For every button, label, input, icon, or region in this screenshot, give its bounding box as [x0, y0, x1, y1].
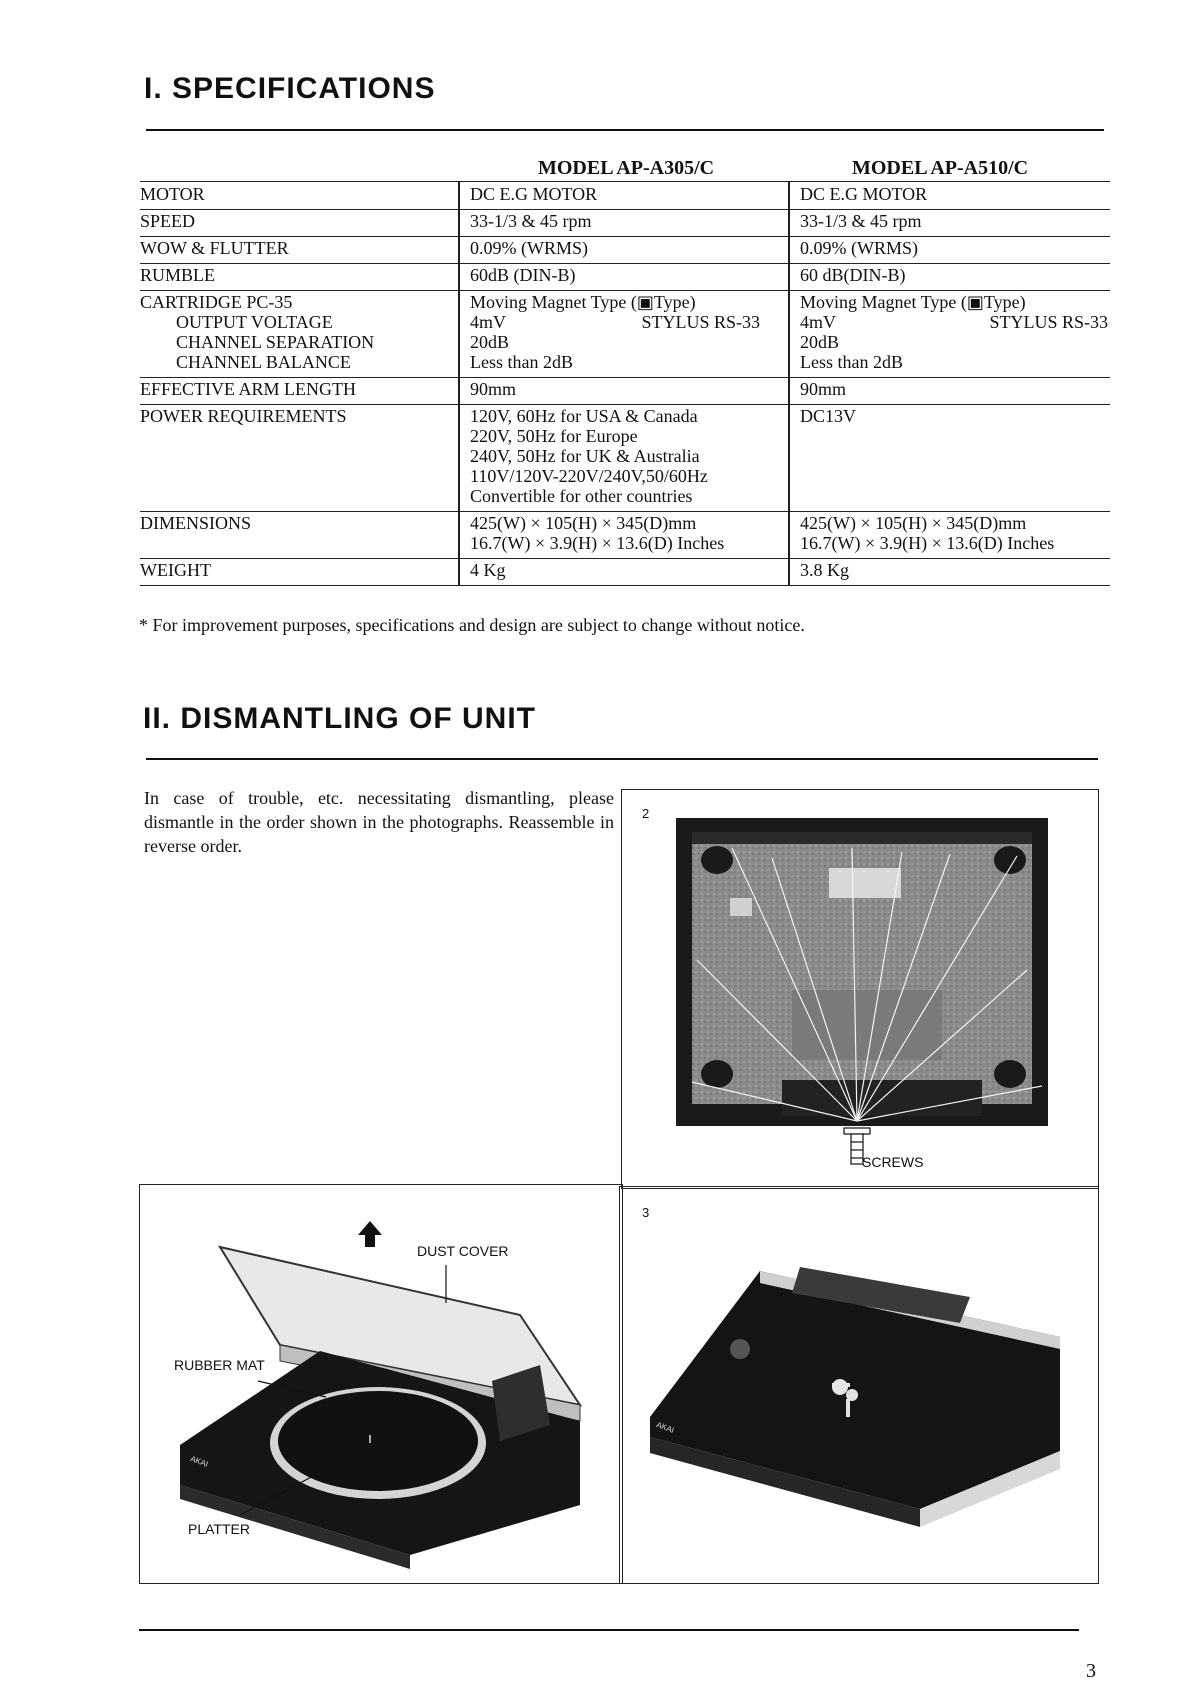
spec-value-a510: 3.8 Kg — [800, 560, 849, 580]
spec-row — [140, 404, 1110, 512]
spec-row — [140, 377, 1110, 405]
platter-label: PLATTER — [188, 1521, 250, 1537]
photo-1-frame — [139, 1184, 623, 1584]
photo-2-frame — [621, 789, 1099, 1189]
spec-label: MOTOR — [140, 184, 205, 204]
brand-logo: AKAI — [189, 1454, 210, 1469]
column-divider — [458, 182, 460, 585]
spec-label: SPEED — [140, 211, 196, 231]
spec-label: WEIGHT — [140, 560, 211, 580]
turntable-bottom-photo — [622, 790, 1098, 1188]
up-arrow-icon — [358, 1221, 382, 1247]
spec-value-a305: DC E.G MOTOR — [470, 184, 598, 204]
spec-value-a305: 33-1/3 & 45 rpm — [470, 211, 592, 231]
spec-row — [140, 236, 1110, 264]
photo-3-frame — [619, 1186, 1099, 1584]
photo-number: 2 — [642, 806, 650, 821]
dust-cover-label: DUST COVER — [417, 1243, 509, 1259]
spec-value-a510: 90mm — [800, 379, 847, 399]
title-rule-2 — [146, 758, 1098, 760]
spec-label: RUMBLE — [140, 265, 216, 285]
spec-row — [140, 290, 1110, 378]
spec-label: DIMENSIONS — [140, 513, 252, 533]
spec-value-a510: 425(W) × 105(H) × 345(D)mm 16.7(W) × 3.9(H) × 13.6(D) Inches — [800, 513, 1055, 553]
column-header-model-a510: MODEL AP-A510/C — [852, 157, 1029, 179]
spec-value-a510: DC E.G MOTOR — [800, 184, 928, 204]
footnote: * For improvement purposes, specifications and design are subject to change without notice. — [139, 615, 805, 635]
spec-value-a510: 33-1/3 & 45 rpm — [800, 211, 922, 231]
spec-row — [140, 209, 1110, 237]
rubber-mat-label: RUBBER MAT — [174, 1357, 265, 1373]
spec-value-a305: 0.09% (WRMS) — [470, 238, 588, 258]
brand-logo: AKAI — [655, 1420, 676, 1435]
spec-value-a510: Moving Magnet Type (▣Type) 4mV 20dB Less than 2dB — [800, 292, 1026, 372]
column-header-model-a305: MODEL AP-A305/C — [538, 157, 715, 179]
spec-value-a305: 90mm — [470, 379, 517, 399]
section-title-specifications: I. SPECIFICATIONS — [144, 72, 436, 105]
stylus-value-a510: STYLUS RS-33 — [989, 312, 1108, 332]
spec-value-a305: Moving Magnet Type (▣Type) 4mV 20dB Less than 2dB — [470, 292, 696, 372]
spec-value-a510: 60 dB(DIN-B) — [800, 265, 906, 285]
spec-label: EFFECTIVE ARM LENGTH — [140, 379, 356, 399]
spec-value-a305: 120V, 60Hz for USA & Canada 220V, 50Hz for Europe 240V, 50Hz for UK & Australia 110V/120V-220V/240V,50/60Hz Convertible for other countries — [470, 406, 708, 506]
photo-number: 3 — [642, 1205, 650, 1220]
column-divider — [788, 182, 790, 585]
section-title-dismantling: II. DISMANTLING OF UNIT — [143, 702, 536, 735]
title-rule — [146, 129, 1104, 131]
stylus-value-a305: STYLUS RS-33 — [641, 312, 760, 332]
bottom-rule — [139, 1629, 1079, 1631]
spec-value-a305: 60dB (DIN-B) — [470, 265, 576, 285]
spec-value-a510: 0.09% (WRMS) — [800, 238, 918, 258]
spec-value-a305: 425(W) × 105(H) × 345(D)mm 16.7(W) × 3.9(H) × 13.6(D) Inches — [470, 513, 725, 553]
spec-row — [140, 558, 1110, 586]
spec-value-a510: DC13V — [800, 406, 857, 426]
page-number: 3 — [1086, 1660, 1096, 1682]
spec-row — [140, 263, 1110, 291]
spec-label: POWER REQUIREMENTS — [140, 406, 347, 426]
screws-label: SCREWS — [862, 1154, 924, 1170]
spec-label: CARTRIDGE PC-35 OUTPUT VOLTAGE CHANNEL SEPARATION CHANNEL BALANCE — [140, 292, 375, 372]
spec-label: WOW & FLUTTER — [140, 238, 289, 258]
turntable-open-photo — [620, 1187, 1098, 1583]
spec-row — [140, 182, 1110, 210]
spec-value-a305: 4 Kg — [470, 560, 506, 580]
intro-paragraph: In case of trouble, etc. necessitating dismantling, please dismantle in the order shown in the photographs. Reassemble in reverse order. — [144, 788, 614, 856]
spec-row — [140, 511, 1110, 559]
